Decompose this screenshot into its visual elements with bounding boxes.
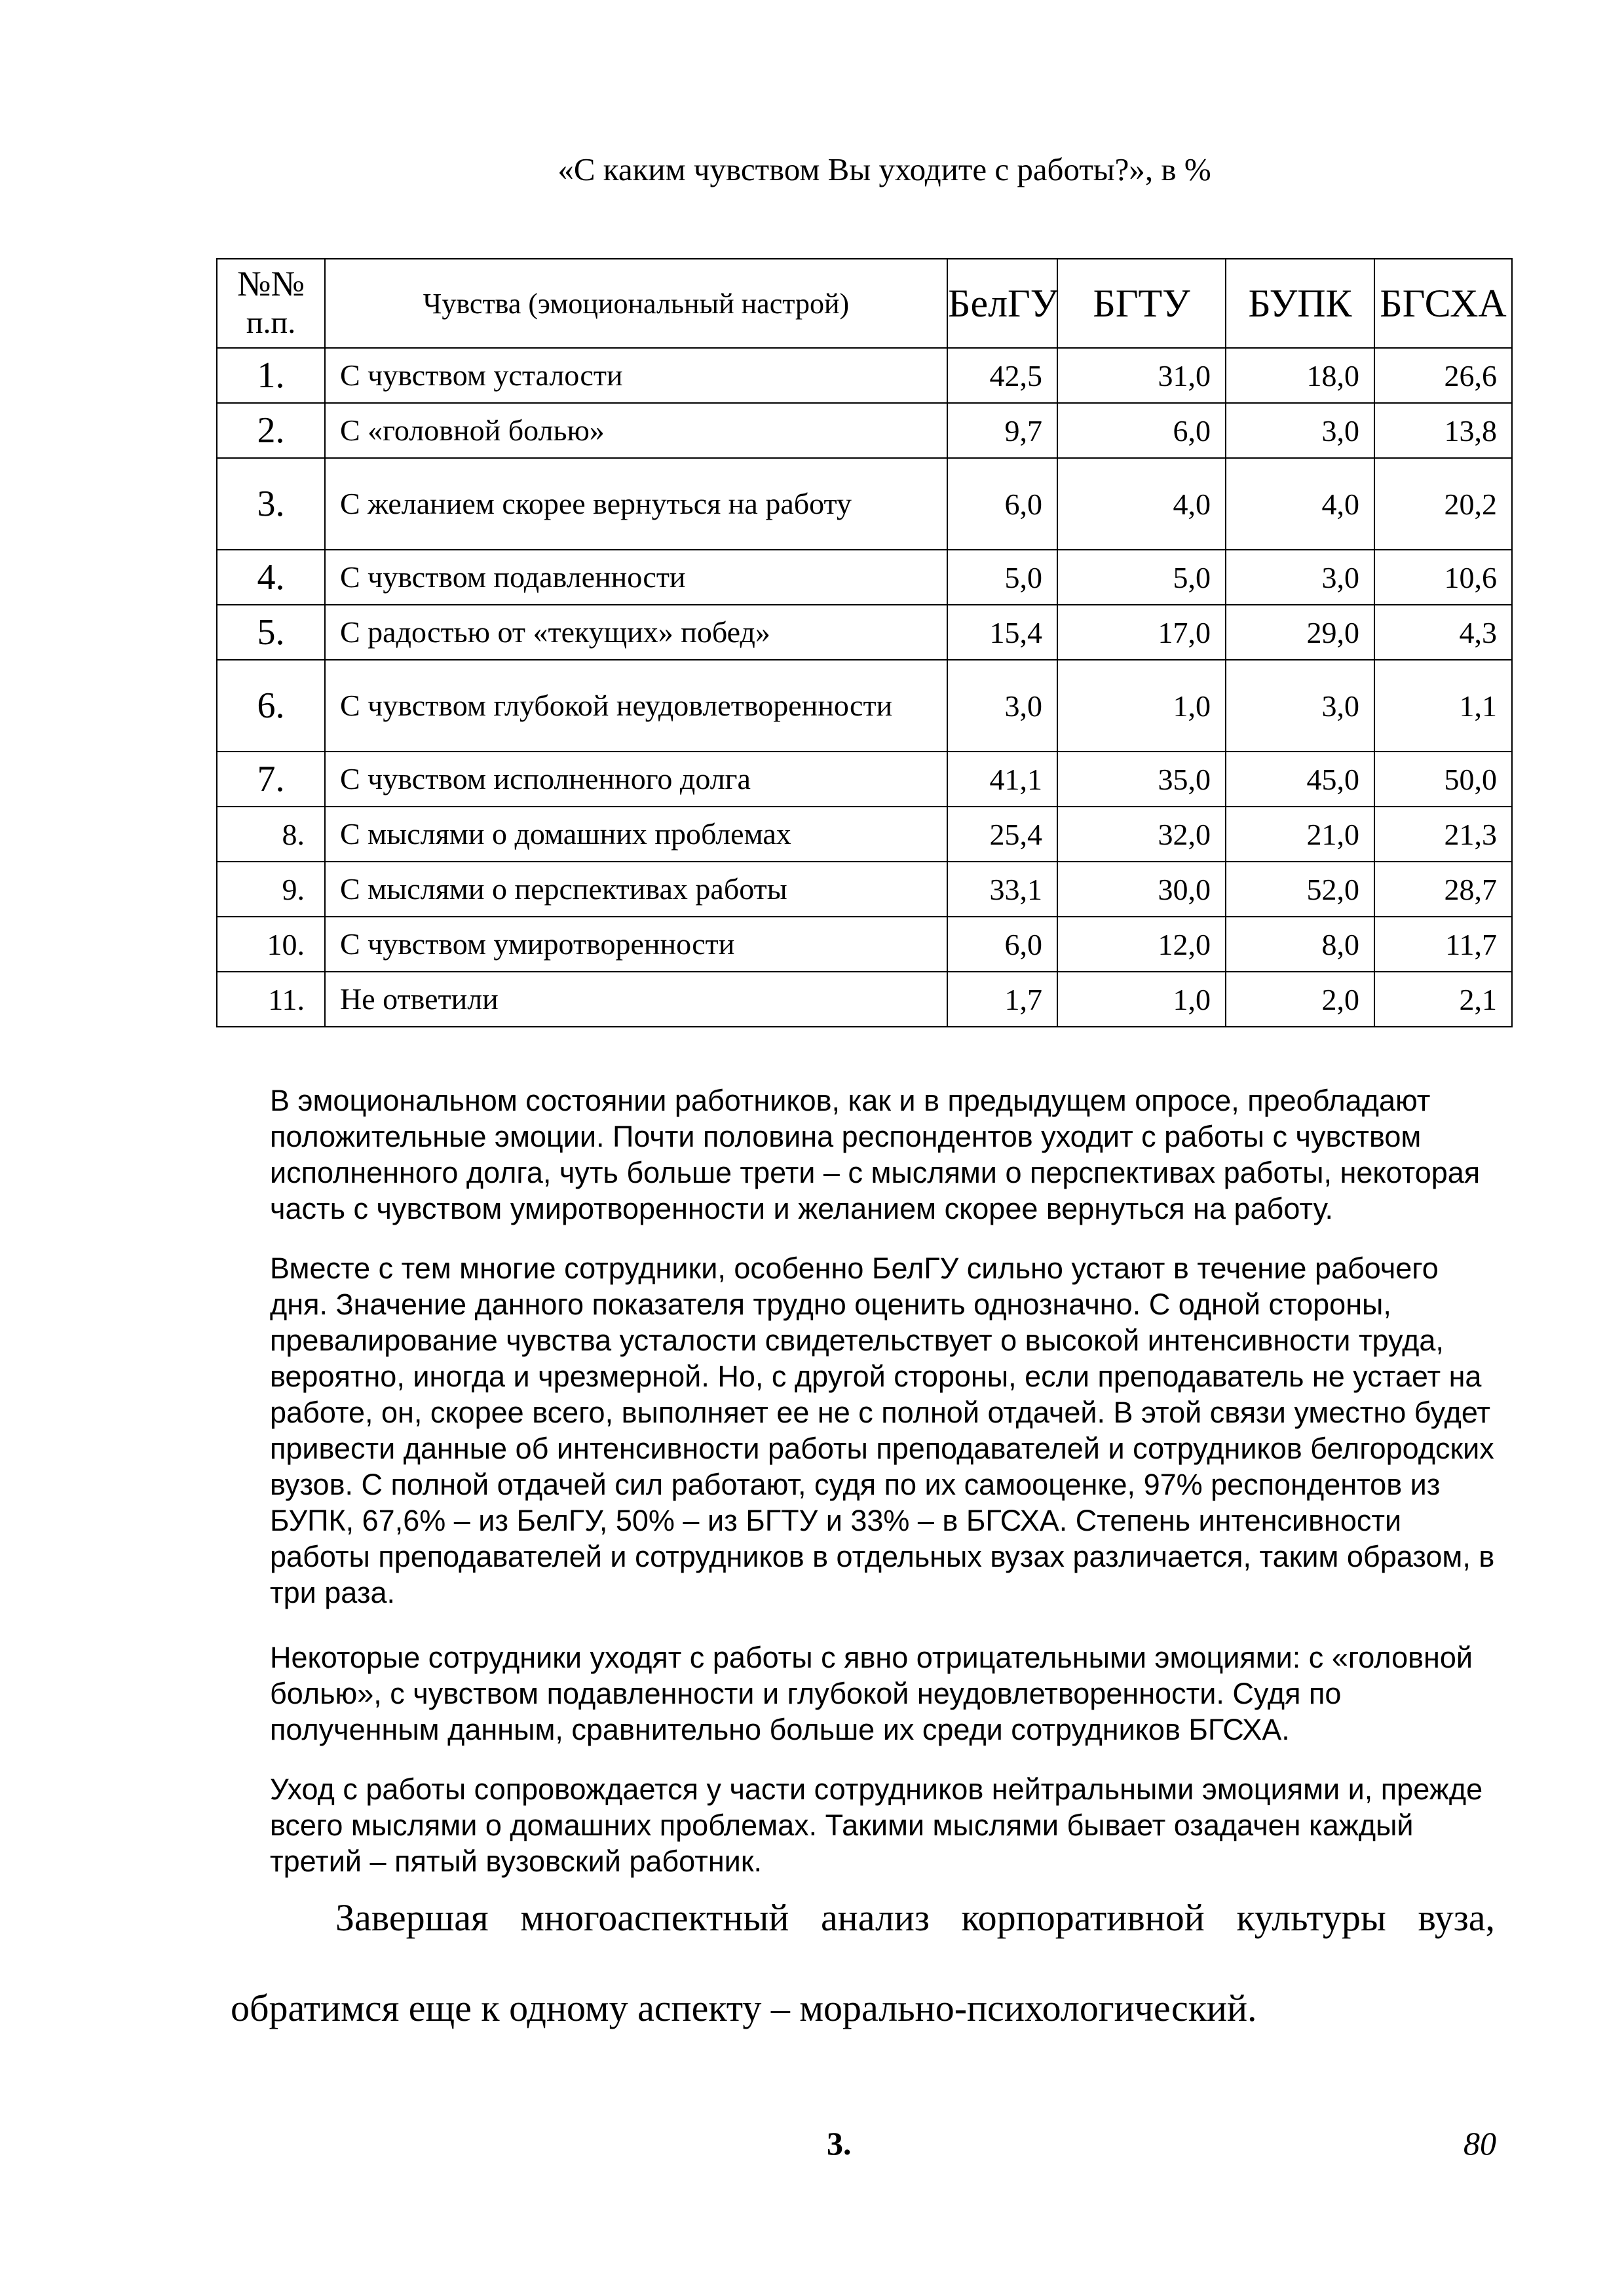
cell-bupk: 3,0 bbox=[1226, 403, 1374, 458]
row-number: 2. bbox=[217, 403, 325, 458]
row-number: 11. bbox=[217, 972, 325, 1027]
cell-bgsha: 11,7 bbox=[1374, 917, 1512, 972]
cell-bupk: 52,0 bbox=[1226, 862, 1374, 917]
cell-belgu: 9,7 bbox=[947, 403, 1057, 458]
cell-bgsha: 26,6 bbox=[1374, 348, 1512, 403]
table-row bbox=[217, 917, 1512, 972]
header-belgu: БелГУ bbox=[947, 259, 1057, 348]
cell-bupk: 18,0 bbox=[1226, 348, 1374, 403]
row-feeling: С чувством усталости bbox=[325, 348, 947, 403]
table-row bbox=[217, 862, 1512, 917]
cell-belgu: 5,0 bbox=[947, 550, 1057, 605]
cell-bgsha: 21,3 bbox=[1374, 807, 1512, 862]
table-row bbox=[217, 458, 1512, 550]
row-feeling: С мыслями о перспективах работы bbox=[325, 862, 947, 917]
table-row bbox=[217, 972, 1512, 1027]
cell-belgu: 6,0 bbox=[947, 458, 1057, 550]
header-bupk: БУПК bbox=[1226, 259, 1374, 348]
table-row bbox=[217, 605, 1512, 660]
cell-bgsha: 1,1 bbox=[1374, 660, 1512, 752]
row-number: 7. bbox=[217, 752, 325, 807]
table-row bbox=[217, 550, 1512, 605]
cell-bupk: 45,0 bbox=[1226, 752, 1374, 807]
paragraph-4: Уход с работы сопровождается у части сотрудников нейтральными эмоциями и, прежде всего мыслями о домашних проблемах. Такими мыслями бывает озадачен каждый третий – пятый вузовский работник. bbox=[270, 1772, 1483, 1878]
row-number: 3. bbox=[217, 458, 325, 550]
table-row bbox=[217, 403, 1512, 458]
closing-line-2: обратимся еще к одному аспекту – морально-психологический. bbox=[231, 1987, 1257, 2029]
cell-bupk: 29,0 bbox=[1226, 605, 1374, 660]
row-feeling: С чувством подавленности bbox=[325, 550, 947, 605]
cell-bgtu: 30,0 bbox=[1057, 862, 1226, 917]
table-row bbox=[217, 348, 1512, 403]
header-bgtu: БГТУ bbox=[1057, 259, 1226, 348]
cell-belgu: 42,5 bbox=[947, 348, 1057, 403]
section-number: 3. bbox=[827, 2125, 852, 2162]
row-feeling: С «головной болью» bbox=[325, 403, 947, 458]
cell-bgtu: 6,0 bbox=[1057, 403, 1226, 458]
cell-belgu: 1,7 bbox=[947, 972, 1057, 1027]
cell-bgtu: 32,0 bbox=[1057, 807, 1226, 862]
table-row bbox=[217, 807, 1512, 862]
row-feeling: С желанием скорее вернуться на работу bbox=[325, 458, 947, 550]
cell-belgu: 6,0 bbox=[947, 917, 1057, 972]
cell-belgu: 25,4 bbox=[947, 807, 1057, 862]
cell-bupk: 8,0 bbox=[1226, 917, 1374, 972]
cell-bupk: 3,0 bbox=[1226, 550, 1374, 605]
cell-bgtu: 1,0 bbox=[1057, 660, 1226, 752]
cell-bgtu: 1,0 bbox=[1057, 972, 1226, 1027]
row-feeling: С чувством глубокой неудовлетворенности bbox=[325, 660, 947, 752]
header-number bbox=[217, 259, 325, 348]
cell-bgtu: 31,0 bbox=[1057, 348, 1226, 403]
closing-line-1: Завершая многоаспектный анализ корпоративной культуры вуза, bbox=[335, 1896, 1495, 1939]
row-number: 9. bbox=[217, 862, 325, 917]
paragraph-1: В эмоциональном состоянии работников, как и в предыдущем опросе, преобладают положительные эмоции. Почти половина респондентов уходит с работы с чувством исполненного долга, чуть больше трети – с мыслями о перспективах работы, некоторая часть с чувством умиротворенности и желанием скорее вернуться на работу. bbox=[270, 1084, 1481, 1225]
header-bgsha: БГСХА bbox=[1374, 259, 1512, 348]
paragraph-3: Некоторые сотрудники уходят с работы с явно отрицательными эмоциями: с «головной болью», с чувством подавленности и глубокой неудовлетворенности. Судя по полученным данным, сравнительно больше их среди сотрудников БГСХА. bbox=[270, 1641, 1473, 1746]
cell-bgsha: 50,0 bbox=[1374, 752, 1512, 807]
table-header-row bbox=[217, 259, 1512, 348]
cell-bgsha: 20,2 bbox=[1374, 458, 1512, 550]
closing-paragraph bbox=[231, 1898, 1495, 2029]
survey-table bbox=[216, 258, 1513, 1027]
row-feeling: Не ответили bbox=[325, 972, 947, 1027]
cell-bgtu: 4,0 bbox=[1057, 458, 1226, 550]
row-feeling: С радостью от «текущих» побед» bbox=[325, 605, 947, 660]
row-number: 1. bbox=[217, 348, 325, 403]
table-row bbox=[217, 660, 1512, 752]
cell-belgu: 33,1 bbox=[947, 862, 1057, 917]
row-number: 5. bbox=[217, 605, 325, 660]
cell-bupk: 3,0 bbox=[1226, 660, 1374, 752]
cell-bgtu: 35,0 bbox=[1057, 752, 1226, 807]
header-number-line1: №№ bbox=[236, 263, 305, 303]
cell-bgtu: 12,0 bbox=[1057, 917, 1226, 972]
cell-bupk: 21,0 bbox=[1226, 807, 1374, 862]
cell-belgu: 41,1 bbox=[947, 752, 1057, 807]
cell-bgsha: 4,3 bbox=[1374, 605, 1512, 660]
row-number: 8. bbox=[217, 807, 325, 862]
cell-bgsha: 10,6 bbox=[1374, 550, 1512, 605]
row-feeling: С чувством исполненного долга bbox=[325, 752, 947, 807]
cell-belgu: 15,4 bbox=[947, 605, 1057, 660]
paragraph-2: Вместе с тем многие сотрудники, особенно БелГУ сильно устают в течение рабочего дня. Значение данного показателя трудно оценить однозначно. С одной стороны, превалирование чувства усталости свидетельствует о высокой интенсивности труда, вероятно, иногда и чрезмерной. Но, с другой стороны, если преподаватель не устает на работе, он, скорее всего, выполняет ее не с полной отдачей. В этой связи уместно будет привести данные об интенсивности работы преподавателей и сотрудников белгородских вузов. С полной отдачей сил работают, судя по их самооценке, 97% респондентов из БУПК, 67,6% – из БелГУ, 50% – из БГТУ и 33% – в БГСХА. Степень интенсивности работы преподавателей и сотрудников в отдельных вузах различается, таким образом, в три раза. bbox=[270, 1252, 1495, 1609]
header-feeling: Чувства (эмоциональный настрой) bbox=[325, 259, 947, 348]
cell-bgtu: 5,0 bbox=[1057, 550, 1226, 605]
row-number: 10. bbox=[217, 917, 325, 972]
cell-bupk: 2,0 bbox=[1226, 972, 1374, 1027]
header-number-line2: п.п. bbox=[246, 305, 296, 340]
table-row bbox=[217, 752, 1512, 807]
table-caption: «С каким чувством Вы уходите с работы?», в % bbox=[557, 151, 1211, 187]
page-number: 80 bbox=[1463, 2125, 1496, 2162]
row-number: 6. bbox=[217, 660, 325, 752]
cell-bupk: 4,0 bbox=[1226, 458, 1374, 550]
cell-bgtu: 17,0 bbox=[1057, 605, 1226, 660]
row-feeling: С чувством умиротворенности bbox=[325, 917, 947, 972]
cell-bgsha: 2,1 bbox=[1374, 972, 1512, 1027]
cell-belgu: 3,0 bbox=[947, 660, 1057, 752]
cell-bgsha: 13,8 bbox=[1374, 403, 1512, 458]
cell-bgsha: 28,7 bbox=[1374, 862, 1512, 917]
row-number: 4. bbox=[217, 550, 325, 605]
row-feeling: С мыслями о домашних проблемах bbox=[325, 807, 947, 862]
